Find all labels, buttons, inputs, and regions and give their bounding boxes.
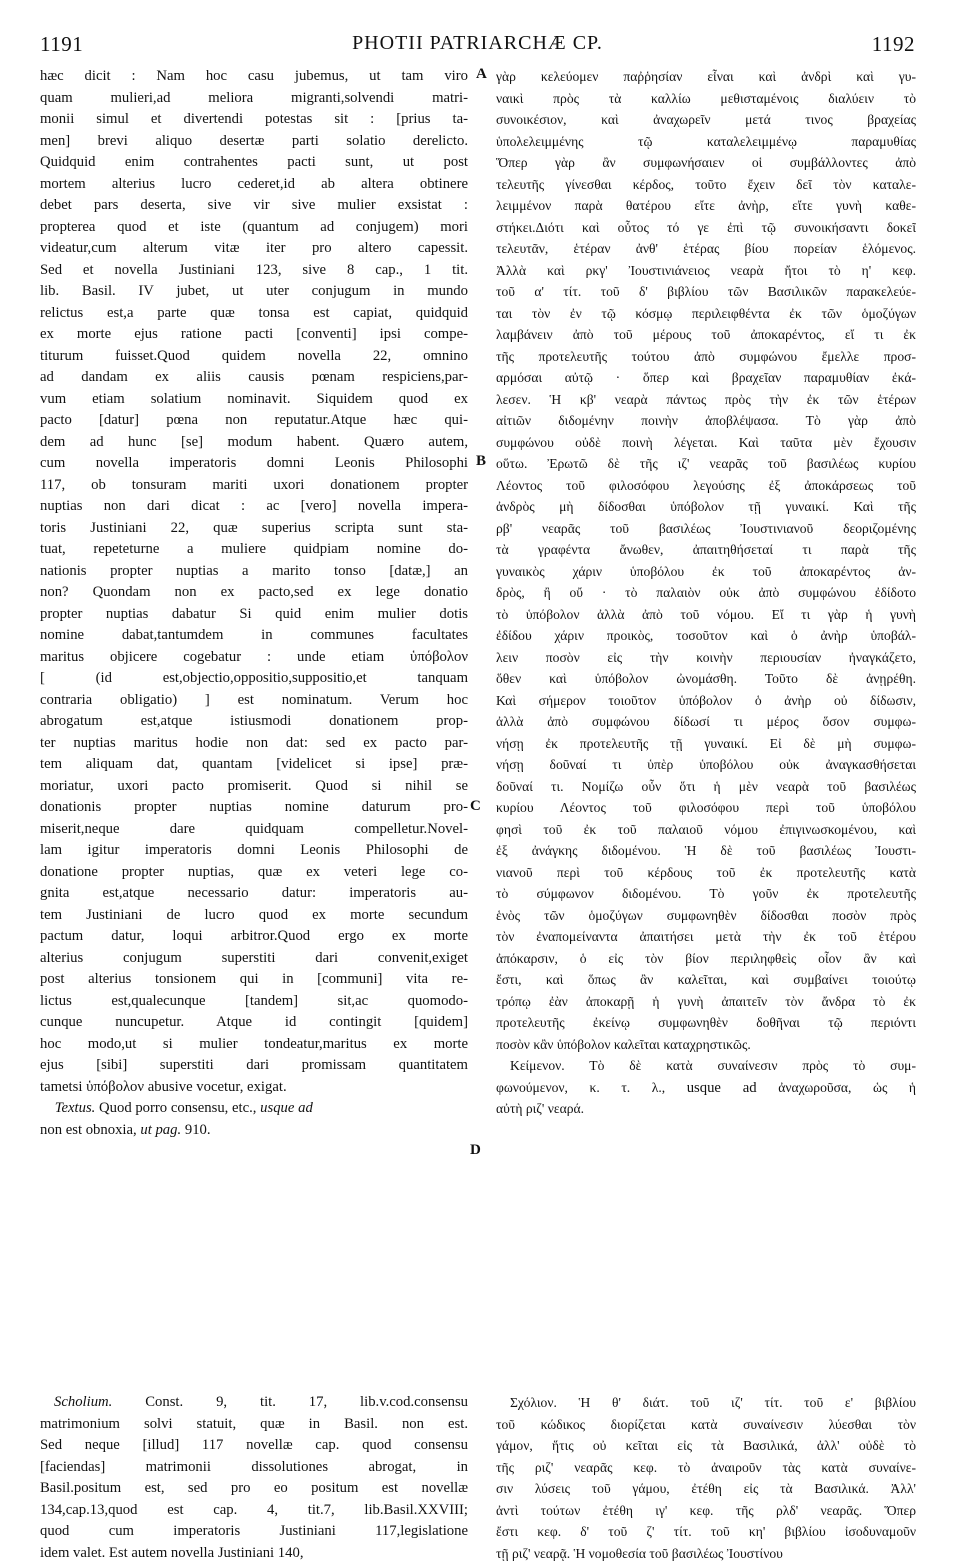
- text-line: nationis propter nuptias a marito tonso [datæ,] an: [40, 561, 468, 583]
- text-line: tem Justiniani de lucro quod ex morte secundum: [40, 905, 468, 927]
- text-line: matrimonium solvi statuit, quæ in Basil. non est.: [40, 1414, 468, 1436]
- text-line: lictus est,qualecunque [tandem] sit,ac quomodo-: [40, 991, 468, 1013]
- text-line: φησὶ τοῦ ἐκ τοῦ παλαιοῦ νόμου ἐπιγινωσκομένου, καὶ: [496, 819, 916, 841]
- text-line: σιν λύσεις τοῦ γάμου, ἐτέθη εἰς τὰ Βασιλικά. Ἀλλ': [496, 1478, 916, 1500]
- text-line: ad dandam ex aliis causis pœnam respiciens,par-: [40, 367, 468, 389]
- text-line: ἔστι, καὶ ὅπως ἂν καλεῖται, καὶ συμβαίνει τοιούτῳ: [496, 969, 916, 991]
- text-line: titurum fuisset.Quod quidem novella 22, omnino: [40, 346, 468, 368]
- text-line: vum etiam solatium nominavit. Siquidem quod ex: [40, 389, 468, 411]
- text-line: ἑνὸς τῶν ὁμοζύγων συμφωνηθὲν δίδοσθαι ποσὸν πρὸς: [496, 905, 916, 927]
- text-line: men] brevi aliquo desertæ parti solatio derelicto.: [40, 131, 468, 153]
- text-line: αρμόσαι αὐτῷ · ὅπερ καὶ βραχεῖαν παραμυθίαν ἐκά-: [496, 367, 916, 389]
- text-line: Ἀλλὰ καὶ ρκγ' Ἰουστινιάνειος νεαρὰ ἤτοι τὸ η' κεφ.: [496, 260, 916, 282]
- text-line: ἔστι κεφ. δ' τοῦ ζ' τίτ. τοῦ κη' βιβλίου ἰσοδυναμοῦν: [496, 1521, 916, 1543]
- text-line: ται τὸν ἐν τῷ κόσμῳ περιλειφθέντα ἐκ τῶν ὁμοζύγων: [496, 303, 916, 325]
- text-line: miserit,neque dare quidquam compelletur.Novel-: [40, 819, 468, 841]
- text-line: λειν ποσὸν εἰς τὴν κοινὴν περιουσίαν ἠναγκάζετο,: [496, 647, 916, 669]
- text-line: tametsi ὑπόβολον abusive vocetur, exigat.: [40, 1077, 468, 1099]
- text-line: cum novella imperatoris domni Leonis Philosophi: [40, 453, 468, 475]
- margin-letter-a: A: [476, 66, 487, 83]
- scholium-label: Scholium.: [54, 1394, 112, 1410]
- text-line: τρόπῳ ἐὰν ἀποκαρῇ ἡ γυνὴ ἀπαιτεῖν τὸν ἄνδρα τὸ ἐκ: [496, 991, 916, 1013]
- text-line: ὑπολελειμμένης τῷ καταλελειμμένῳ παραμυθίας: [496, 131, 916, 153]
- text-line: Σχόλιον. Ἡ θ' διάτ. τοῦ ιζ' τίτ. τοῦ ε' βιβλίου: [496, 1392, 916, 1414]
- text-line: lib. Basil. IV jubet, ut uter conjugum in mundo: [40, 281, 468, 303]
- greek-text-column: [496, 66, 916, 1120]
- text-line: ἀνδρὸς μὴ δίδοσθαι ὑπόβολον τῇ γυναικί. Καὶ τῆς: [496, 496, 916, 518]
- text-line: [ (id est,objectio,oppositio,suppositio,et tanquam: [40, 668, 468, 690]
- text-line: δρὸς, ἢ οὔ · τὸ παλαιὸν οὐκ ἀπὸ συμφώνου ἐδίδοτο: [496, 582, 916, 604]
- text-line: ρβ' νεαρᾶς τοῦ βασιλέως Ἰουστινιανοῦ δεοριζομένης: [496, 518, 916, 540]
- text-line: νήσῃ ἐκ προτελευτῆς τῇ γυναικί. Εἰ δὲ μὴ συμφω-: [496, 733, 916, 755]
- text-line: Καὶ σήμερον τοιοῦτον ὑπόβολον ὁ ἀνὴρ οὐ δίδωσιν,: [496, 690, 916, 712]
- text-line: debet pars deserta, sive vir sive mulier exsistat :: [40, 195, 468, 217]
- text-line: κυρίου Λέοντος τοῦ φιλοσόφου περὶ τοῦ ὑποβόλου: [496, 797, 916, 819]
- text-line: monii simul et divertendi potestas sit : [prius ta-: [40, 109, 468, 131]
- margin-letter-b: B: [476, 453, 486, 470]
- text-line: idem valet. Est autem novella Justiniani 140,: [40, 1543, 468, 1564]
- text-line: αἰτιῶν διδομένην ποινὴν ἀποβλέψασα. Τὸ γὰρ ἀπὸ: [496, 410, 916, 432]
- text-line: contraria obligatio) ] est nominatum. Verum hoc: [40, 690, 468, 712]
- text-line: Ὅπερ γὰρ ἂν συμφωνήσαιεν οἱ συμβάλλοντες ἀπὸ: [496, 152, 916, 174]
- text-line: abrogatum est,atque istiusmodi donationem prop-: [40, 711, 468, 733]
- text-line: Κείμενον. Τὸ δὲ κατὰ συναίνεσιν πρὸς τὸ συμ-: [496, 1055, 916, 1077]
- text-line: quod cum imperatoris Justiniani 117,legislatione: [40, 1521, 468, 1543]
- text-line: γυναικὸς χάριν ὑποβόλου ἐκ τοῦ ἀποκαρέντος ἀν-: [496, 561, 916, 583]
- text-line: 117, ob tonsuram mariti uxori donationem propter: [40, 475, 468, 497]
- text-line: τῇ ριζ' νεαρᾷ. Ἡ νομοθεσία τοῦ βασιλέως Ἰουστίνου: [496, 1543, 916, 1564]
- scholium-line: Scholium. Const. 9, tit. 17, lib.v.cod.consensu: [40, 1392, 468, 1414]
- text-line: γάμον, ἥτις οὐ κεῖται εἰς τὰ Βασιλικά, ἀλλ' οὐδὲ τὸ: [496, 1435, 916, 1457]
- running-title: PHOTII PATRIARCHÆ CP.: [40, 32, 915, 55]
- text-line: alterius conjugum superstiti dari convenit,exiget: [40, 948, 468, 970]
- text-line: lam igitur imperatoris domni Leonis Philosophi de: [40, 840, 468, 862]
- text-line: hoc modo,ut si mulier tondeatur,maritus ex morte: [40, 1034, 468, 1056]
- text-line: cunque nuncupetur. Atque id contingit [quidem]: [40, 1012, 468, 1034]
- text-line: pactum datur, loqui arbitror.Quod ergo ex morte: [40, 926, 468, 948]
- text-line: tuat, repeteturne a muliere quidpiam nomine do-: [40, 539, 468, 561]
- text-line: mortem alterius lucro cederet,id ab altera obtinere: [40, 174, 468, 196]
- text-line: ἐξ ἀνάγκης διδομένου. Ἡ δὲ τοῦ βασιλέως Ἰουστι-: [496, 840, 916, 862]
- text-line: propterea quod et iste (quantum ad conjugem) mori: [40, 217, 468, 239]
- text-line: dem ad hunc [se] modum habent. Quæro autem,: [40, 432, 468, 454]
- text-line: post alterius tonsionem qui in [communi] vita re-: [40, 969, 468, 991]
- text-line: συμφώνου οὐδὲ ποινὴ λέγεται. Καὶ ταῦτα μὲν ἔχουσιν: [496, 432, 916, 454]
- text-line: τοῦ κώδικος διορίζεται κατὰ συναίνεσιν λύεσθαι τὸν: [496, 1414, 916, 1436]
- text-line: λεσεν. Ἡ κβ' νεαρὰ πάντως πρὸς τὴν ἐκ τῶν ἑτέρων: [496, 389, 916, 411]
- text-line: ναικὶ πρὸς τὰ καλλίω μεθισταμένοις διαλύειν τὸ: [496, 88, 916, 110]
- text-line: συνοικέσιον, καὶ ἀναχωρεῖν μετά τινος βραχείας: [496, 109, 916, 131]
- text-line: moriatur, uxori pacto promiserit. Quod si nihil se: [40, 776, 468, 798]
- text-line: τὸ σύμφωνον διδομένου. Τὸ γοῦν ἐκ προτελευτῆς: [496, 883, 916, 905]
- greek-scholium: [496, 1392, 916, 1564]
- text-line: τῆς προτελευτῆς τούτου ἀπὸ συμφώνου ἔμελλε προσ-: [496, 346, 916, 368]
- text-line: gnita est,atque necessario datur: imperatoris au-: [40, 883, 468, 905]
- text-line: Quidquid enim contrahentes pacti sunt, ut post: [40, 152, 468, 174]
- text-line: maritus objicere cogebatur : unde etiam ὑπόβολον: [40, 647, 468, 669]
- text-line: nomine dabat,tantumdem in communes facultates: [40, 625, 468, 647]
- text-line: Λέοντος τοῦ φιλοσόφου λεγούσης ἐξ ἀποκάρσεως τοῦ: [496, 475, 916, 497]
- text-line: ejus [sibi] superstiti dari promissam quantitatem: [40, 1055, 468, 1077]
- text-line: δοῦναί τι. Νομίζω οὖν ὅτι ἡ μὲν νεαρὰ τοῦ βασιλέως: [496, 776, 916, 798]
- text-line: οὕτω. Ἐρωτῶ δὲ τῆς ιζ' νεαρᾶς τοῦ βασιλέως κυρίου: [496, 453, 916, 475]
- text-line: λαμβάνειν ἀπὸ τοῦ μέρους τοῦ ἀποκαρέντος, εἴ τι ἐκ: [496, 324, 916, 346]
- text-line: propter nuptias dabatur Si quid enim mulier dotis: [40, 604, 468, 626]
- text-line: νιανοῦ περὶ τοῦ κέρδους τοῦ ἐκ προτελευτῆς κατὰ: [496, 862, 916, 884]
- text-line: αὐτὴ ριζ' νεαρά.: [496, 1098, 916, 1120]
- textus-line: φωνούμενον, κ. τ. λ., usque ad ἀναχωροῦσα, ὡς ἡ: [496, 1077, 916, 1099]
- text-line: non? Quondam non ex pacto,sed ex lege donatio: [40, 582, 468, 604]
- margin-letter-c: C: [470, 798, 481, 815]
- text-line: τὸ ὑπόβολον ἀλλὰ ἀπὸ τοῦ νόμου. Εἴ τι γὰρ ἡ γυνὴ: [496, 604, 916, 626]
- text-line: hæc dicit : Nam hoc casu jubemus, ut tam viro: [40, 66, 468, 88]
- textus-line: Textus. Quod porro consensu, etc., usque ad: [40, 1098, 468, 1120]
- text-line: τὰ γραφέντα ἄνωθεν, ἀπαιτηθήσεταί τι παρὰ τῆς: [496, 539, 916, 561]
- text-line: ἀλλὰ ἀπὸ συμφώνου δίδωσί τι μέρος ὅσον συμφω-: [496, 711, 916, 733]
- text-line: Basil.positum est, sed pro eo positum est novellæ: [40, 1478, 468, 1500]
- latin-text-column: [40, 66, 468, 1141]
- text-line: νήσῃ δοῦναί τι ὑπὲρ ὑποβόλου οὐκ ἀναγκασθήσεται: [496, 754, 916, 776]
- textus-label: Textus.: [55, 1100, 96, 1116]
- left-page-number: 1191: [40, 32, 83, 57]
- text-line: donatione propter nuptias, quæ ex veteri lege co-: [40, 862, 468, 884]
- page-header: [40, 32, 915, 64]
- text-line: ἐδίδου χάριν προικὸς, τοσοῦτον καὶ ὁ ἀνὴρ ὑποβάλ-: [496, 625, 916, 647]
- text-line: ἀντὶ τούτων ἐτέθη ιγ' κεφ. τῆς ρλδ' νεαρᾶς. Ὅπερ: [496, 1500, 916, 1522]
- right-page-number: 1192: [872, 32, 915, 57]
- text-line: ἀπόκαρσιν, ὁ εἰς τὸν βίον περιληφθεὶς οἷον ἂν καὶ: [496, 948, 916, 970]
- text-line: στήκει.Διότι καὶ οὗτος τό γε ἐπὶ τῷ συνοικήσαντι δοκεῖ: [496, 217, 916, 239]
- textus-line: non est obnoxia, ut pag. 910.: [40, 1120, 468, 1142]
- text-line: tem aliquam dat, quantam [videlicet si ipse] præ-: [40, 754, 468, 776]
- text-line: toris Justiniani 22, quæ superius scripta sunt sta-: [40, 518, 468, 540]
- text-line: nuptias non dari dicat : ac [vero] novella impera-: [40, 496, 468, 518]
- text-line: pacto [datur] pœna non reputatur.Atque hæc qui-: [40, 410, 468, 432]
- text-line: relictus est,a parte quæ tonsa est capiat, quidquid: [40, 303, 468, 325]
- text-line: τελευτᾶν, ἑτέραν ἀνθ' ἑτέρας βίου πορείαν ἑλόμενος.: [496, 238, 916, 260]
- text-line: Sed et novella Justiniani 123, sive 8 cap., 1 tit.: [40, 260, 468, 282]
- text-line: γὰρ κελεύομεν παῤῥησίαν εἶναι καὶ ἀνδρὶ καὶ γυ-: [496, 66, 916, 88]
- text-line: ter nuptias maritus hodie non dat: sed ex pacto par-: [40, 733, 468, 755]
- text-line: donationis propter nuptias nomine daturum pro-: [40, 797, 468, 819]
- text-line: ex morte ejus ratione pacti [conventi] ipsi compe-: [40, 324, 468, 346]
- text-line: [faciendas] matrimonii dissolutiones abrogat, in: [40, 1457, 468, 1479]
- text-line: ὅθεν καὶ ὑπόβολον ὠνομάσθη. Τοῦτο δὲ ἀνῃρέθη.: [496, 668, 916, 690]
- text-line: videatur,cum alterum vitæ iter pro altero capessit.: [40, 238, 468, 260]
- text-line: τῆς ριζ' νεαρᾶς κεφ. τὸ ἀναιροῦν τὰς κατὰ συναίνε-: [496, 1457, 916, 1479]
- text-line: τοῦ α' τίτ. τοῦ δ' βιβλίου τῶν Βασιλικῶν παρακελεύε-: [496, 281, 916, 303]
- text-line: Sed neque [illud] 117 novellæ cap. quod consensu: [40, 1435, 468, 1457]
- text-line: λειμμένον παρὰ θατέρου εἴτε ἀνὴρ, εἴτε γυνὴ καθε-: [496, 195, 916, 217]
- text-line: 134,cap.13,quod est cap. 4, tit.7, lib.Basil.XXVIII;: [40, 1500, 468, 1522]
- margin-letter-d: D: [470, 1142, 481, 1159]
- text-line: quam mulieri,ad meliora migranti,solvendi matri-: [40, 88, 468, 110]
- latin-scholium: [40, 1392, 468, 1564]
- text-line: τὸν ἐναπομείναντα ἀπαιτήσει μετὰ τὴν ἐκ τοῦ ἑτέρου: [496, 926, 916, 948]
- text-line: προτελευτῆς ἐκείνῳ συμφωνηθὲν δοθῆναι τῷ περιόντι: [496, 1012, 916, 1034]
- text-line: τελευτῆς γίνεσθαι κέρδος, τοῦτο ἔχειν δεῖ τὸν καταλε-: [496, 174, 916, 196]
- text-line: ποσὸν κἂν ὑπόβολον καλεῖται καταχρηστικῶς.: [496, 1034, 916, 1056]
